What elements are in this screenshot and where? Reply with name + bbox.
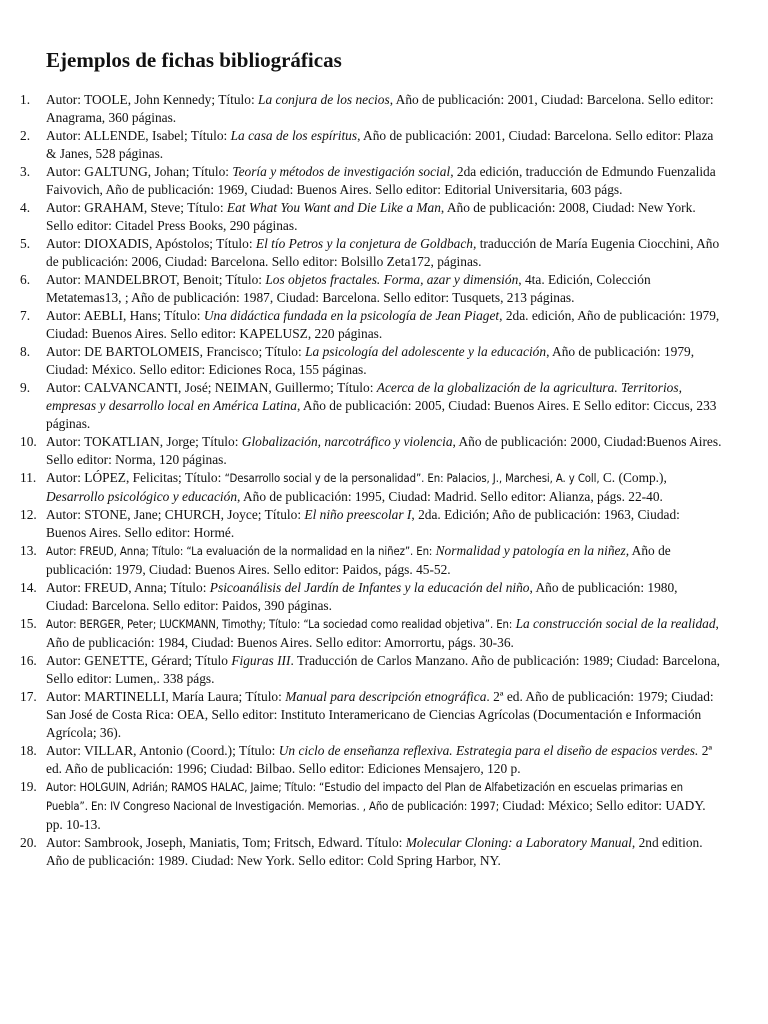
- reference-text: , Año de publicación: 2008, Ciudad: New York. Sello editor: Citadel Press Books, 290 páginas.: [46, 200, 696, 233]
- reference-text: . 2ª ed. Año de publicación: 1979; Ciudad: San José de Costa Rica: OEA, Sello editor: Instituto Interamericano de Ciencias Agrícolas (Documentación e Información Agrícola; 36).: [46, 689, 714, 740]
- reference-text: Autor: BERGER, Peter; LUCKMANN, Timothy; Título: “La sociedad como realidad objetiva”. En:: [46, 618, 513, 631]
- reference-text: , 2da. Edición; Año de publicación: 1963, Ciudad: Buenos Aires. Sello editor: Hormé.: [46, 507, 680, 540]
- reference-number: 10.: [20, 434, 37, 449]
- reference-number: 9.: [20, 380, 31, 395]
- reference-text: . Traducción de Carlos Manzano. Año de publicación: 1989; Ciudad: Barcelona, Sello editor: Lumen,. 338 págs.: [46, 653, 720, 686]
- reference-text: C. (Comp.),: [599, 470, 667, 485]
- reference-title-italic: Eat What You Want and Die Like a Man: [226, 200, 441, 215]
- reference-title-italic: Desarrollo psicológico y educación: [46, 489, 238, 504]
- reference-title-italic: El niño preescolar I: [304, 507, 412, 522]
- bibliography-list: [20, 91, 722, 870]
- reference-text: Autor: STONE, Jane; CHURCH, Joyce; Título:: [46, 507, 305, 522]
- reference-title-italic: Una didáctica fundada en la psicología de Jean Piaget: [203, 308, 500, 323]
- reference-number: 20.: [20, 835, 37, 850]
- reference-number: 7.: [20, 308, 31, 323]
- reference-text: Autor: TOOLE, John Kennedy; Título:: [46, 92, 259, 107]
- reference-number: 13.: [20, 543, 37, 558]
- reference-item: [20, 469, 722, 506]
- reference-item: [20, 542, 722, 579]
- reference-title-italic: Normalidad y patología en la niñez,: [435, 543, 630, 558]
- reference-number: 8.: [20, 344, 31, 359]
- reference-text: , Año de publicación: 2001, Ciudad: Barcelona. Sello editor: Anagrama, 360 páginas.: [46, 92, 714, 125]
- reference-text: , Año de publicación: 1984, Ciudad: Buenos Aires. Sello editor: Amorrortu, págs. 30-36.: [46, 616, 719, 650]
- reference-title-italic: Manual para descripción etnográfica: [285, 689, 487, 704]
- reference-item: [20, 163, 722, 199]
- reference-item: [20, 506, 722, 542]
- reference-title-italic: Los objetos fractales. Forma, azar y dimensión: [265, 272, 519, 287]
- reference-item: [20, 127, 722, 163]
- reference-item: [20, 688, 722, 742]
- reference-number: 11.: [20, 470, 37, 485]
- reference-text: , 4ta. Edición, Colección Metatemas13, ; Año de publicación: 1987, Ciudad: Barcelona. Sello editor: Tusquets, 213 páginas.: [46, 272, 651, 305]
- reference-text: “Desarrollo social y de la personalidad”. En: Palacios, J., Marchesi, A. y Coll,: [224, 472, 600, 485]
- reference-number: 16.: [20, 653, 37, 668]
- reference-number: 14.: [20, 580, 37, 595]
- reference-text: Autor: MANDELBROT, Benoit; Título:: [46, 272, 266, 287]
- reference-text: traducción de María Eugenia Ciocchini, Año de publicación: 2006, Ciudad: Barcelona. Sello editor: Bolsillo Zeta172, páginas.: [46, 236, 720, 269]
- reference-text: Autor: Sambrook, Joseph, Maniatis, Tom; Fritsch, Edward. Título:: [46, 835, 406, 850]
- reference-text: , Año de publicación: 1995, Ciudad: Madrid. Sello editor: Alianza, págs. 22-40.: [237, 489, 663, 504]
- reference-text: , Año de publicación: 2001, Ciudad: Barcelona. Sello editor: Plaza & Janes, 528 páginas.: [46, 128, 714, 161]
- reference-item: [20, 615, 722, 652]
- reference-text: , 2nd edition. Año de publicación: 1989. Ciudad: New York. Sello editor: Cold Spring Harbor, NY.: [46, 835, 703, 868]
- reference-title-italic: La psicología del adolescente y la educación: [305, 344, 547, 359]
- reference-title-italic: La casa de los espíritus: [230, 128, 358, 143]
- reference-text: , Año de publicación: 1979, Ciudad: México. Sello editor: Ediciones Roca, 155 páginas.: [46, 344, 695, 377]
- reference-number: 3.: [20, 164, 31, 179]
- reference-text: , 2da. edición, Año de publicación: 1979, Ciudad: Buenos Aires. Sello editor: KAPELUSZ, 220 páginas.: [46, 308, 720, 341]
- reference-number: 1.: [20, 92, 31, 107]
- reference-text: Año de publicación: 1979, Ciudad: Buenos Aires. Sello editor: Paidos, págs. 45-52.: [46, 543, 671, 577]
- reference-item: [20, 91, 722, 127]
- reference-text: Autor: HOLGUIN, Adrián; RAMOS HALAC, Jaime; Título: “Estudio del impacto del Plan de Alfabetización en escuelas primarias en Puebla”. En: IV Congreso Nacional de Investigación. Memorias. , Año de publicación: 1997;: [46, 781, 684, 813]
- reference-text: Autor: GALTUNG, Johan; Título:: [46, 164, 233, 179]
- reference-text: Autor: VILLAR, Antonio (Coord.); Título:: [46, 743, 279, 758]
- reference-text: , Año de publicación: 1980, Ciudad: Barcelona. Sello editor: Paidos, 390 páginas.: [46, 580, 678, 613]
- reference-number: 6.: [20, 272, 31, 287]
- reference-title-italic: Un ciclo de enseñanza reflexiva. Estrategia para el diseño de espacios verdes.: [278, 743, 699, 758]
- reference-title-italic: Acerca de la globalización de la agricultura. Territorios, empresas y desarrollo local en América Latina: [46, 380, 682, 413]
- reference-text: Autor: MARTINELLI, María Laura; Título:: [46, 689, 286, 704]
- reference-text: Autor: GRAHAM, Steve; Título:: [46, 200, 227, 215]
- reference-text: , 2da edición, traducción de Edmundo Fuenzalida Faivovich, Año de publicación: 1969, Ciudad: Buenos Aires. Sello editor: Editorial Universitaria, 603 págs.: [46, 164, 716, 197]
- page-title: Ejemplos de fichas bibliográficas: [46, 48, 342, 72]
- reference-item: [20, 834, 722, 870]
- reference-text: , Año de publicación: 2005, Ciudad: Buenos Aires. E Sello editor: Ciccus, 233 páginas.: [46, 398, 717, 431]
- reference-title-italic: Globalización, narcotráfico y violencia: [241, 434, 453, 449]
- reference-text: Autor: FREUD, Anna; Título:: [46, 580, 210, 595]
- reference-title-italic: La construcción social de la realidad: [515, 616, 716, 631]
- reference-text: Autor: GENETTE, Gérard; Título: [46, 653, 232, 668]
- reference-number: 17.: [20, 689, 37, 704]
- reference-item: [20, 652, 722, 688]
- reference-text: Autor: TOKATLIAN, Jorge; Título:: [46, 434, 242, 449]
- reference-text: Autor: DE BARTOLOMEIS, Francisco; Título:: [46, 344, 306, 359]
- reference-item: [20, 271, 722, 307]
- reference-number: 15.: [20, 616, 37, 631]
- reference-number: 12.: [20, 507, 37, 522]
- reference-text: Ciudad: México; Sello editor: UADY. pp. 10-13.: [46, 798, 706, 832]
- reference-title-italic: El tío Petros y la conjetura de Goldbach,: [255, 236, 477, 251]
- reference-item: [20, 742, 722, 778]
- reference-text: Autor: ALLENDE, Isabel; Título:: [46, 128, 231, 143]
- reference-item: [20, 343, 722, 379]
- reference-title-italic: La conjura de los necios: [258, 92, 390, 107]
- reference-item: [20, 307, 722, 343]
- reference-text: Autor: FREUD, Anna; Título: “La evaluación de la normalidad en la niñez”. En:: [46, 545, 433, 558]
- reference-title-italic: Figuras III: [231, 653, 291, 668]
- reference-number: 19.: [20, 779, 37, 794]
- reference-text: Autor: DIOXADIS, Apóstolos; Título:: [46, 236, 256, 251]
- reference-title-italic: Psicoanálisis del Jardín de Infantes y la educación del niño: [209, 580, 530, 595]
- reference-item: [20, 433, 722, 469]
- reference-text: Autor: AEBLI, Hans; Título:: [46, 308, 204, 323]
- reference-item: [20, 379, 722, 433]
- reference-title-italic: Molecular Cloning: a Laboratory Manual: [405, 835, 632, 850]
- reference-number: 5.: [20, 236, 31, 251]
- reference-text: 2ª ed. Año de publicación: 1996; Ciudad: Bilbao. Sello editor: Ediciones Mensajero, 120 p.: [46, 743, 713, 776]
- reference-text: Autor: CALVANCANTI, José; NEIMAN, Guillermo; Título:: [46, 380, 377, 395]
- reference-item: [20, 235, 722, 271]
- reference-text: Autor: LÓPEZ, Felicitas; Título:: [46, 470, 225, 485]
- reference-number: 4.: [20, 200, 31, 215]
- reference-number: 18.: [20, 743, 37, 758]
- reference-text: , Año de publicación: 2000, Ciudad:Buenos Aires. Sello editor: Norma, 120 páginas.: [46, 434, 722, 467]
- reference-item: [20, 778, 722, 834]
- reference-item: [20, 579, 722, 615]
- reference-title-italic: Teoría y métodos de investigación social: [232, 164, 451, 179]
- reference-number: 2.: [20, 128, 31, 143]
- reference-item: [20, 199, 722, 235]
